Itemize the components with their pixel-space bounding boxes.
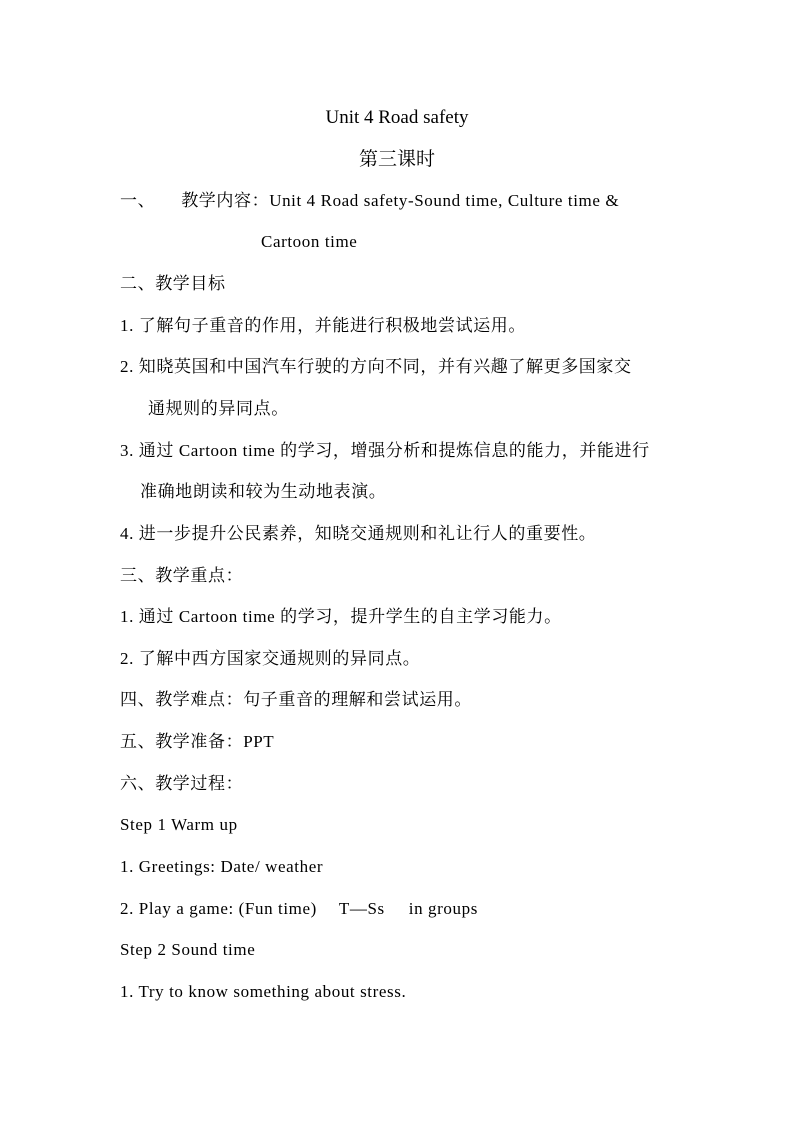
objective-item-continuation: 通规则的异同点。 — [148, 399, 289, 418]
section-1-heading: 一、 — [120, 191, 156, 210]
section-1-content: Unit 4 Road safety-Sound time, Culture time & — [269, 191, 620, 210]
step-2-heading: Step 2 Sound time — [120, 940, 256, 959]
step-2-item: 1. Try to know something about stress. — [120, 982, 407, 1001]
section-1-line-2: Cartoon time — [261, 232, 358, 251]
step-1-item-game — [120, 898, 478, 920]
section-1-label: 教学内容： — [181, 191, 270, 210]
game-mode: T—Ss — [338, 899, 385, 918]
objective-item: 4. 进一步提升公民素养，知晓交通规则和礼让行人的重要性。 — [120, 524, 597, 543]
section-4-text: 四、教学难点：句子重音的理解和尝试运用。 — [120, 690, 472, 709]
key-point-item: 2. 了解中西方国家交通规则的异同点。 — [120, 649, 421, 668]
step-1-heading: Step 1 Warm up — [120, 815, 238, 834]
section-3-heading: 三、教学重点： — [120, 566, 244, 585]
objective-item: 1. 了解句子重音的作用，并能进行积极地尝试运用。 — [120, 316, 526, 335]
section-5-text: 五、教学准备：PPT — [120, 732, 275, 751]
game-text: 2. Play a game: (Fun time) — [120, 899, 317, 918]
step-1-item: 1. Greetings: Date/ weather — [120, 857, 324, 876]
section-2-heading: 二、教学目标 — [120, 274, 226, 293]
document-title: Unit 4 Road safety — [325, 107, 469, 128]
document-subtitle: 第三课时 — [358, 149, 435, 170]
section-1-line-1 — [120, 190, 619, 212]
objective-item: 2. 知晓英国和中国汽车行驶的方向不同，并有兴趣了解更多国家交 — [120, 357, 632, 376]
objective-item-continuation: 准确地朗读和较为生动地表演。 — [140, 482, 387, 501]
game-grouping: in groups — [408, 899, 478, 918]
objective-item: 3. 通过 Cartoon time 的学习，增强分析和提炼信息的能力，并能进行 — [120, 441, 650, 460]
key-point-item: 1. 通过 Cartoon time 的学习，提升学生的自主学习能力。 — [120, 607, 562, 626]
section-6-heading: 六、教学过程： — [120, 774, 244, 793]
